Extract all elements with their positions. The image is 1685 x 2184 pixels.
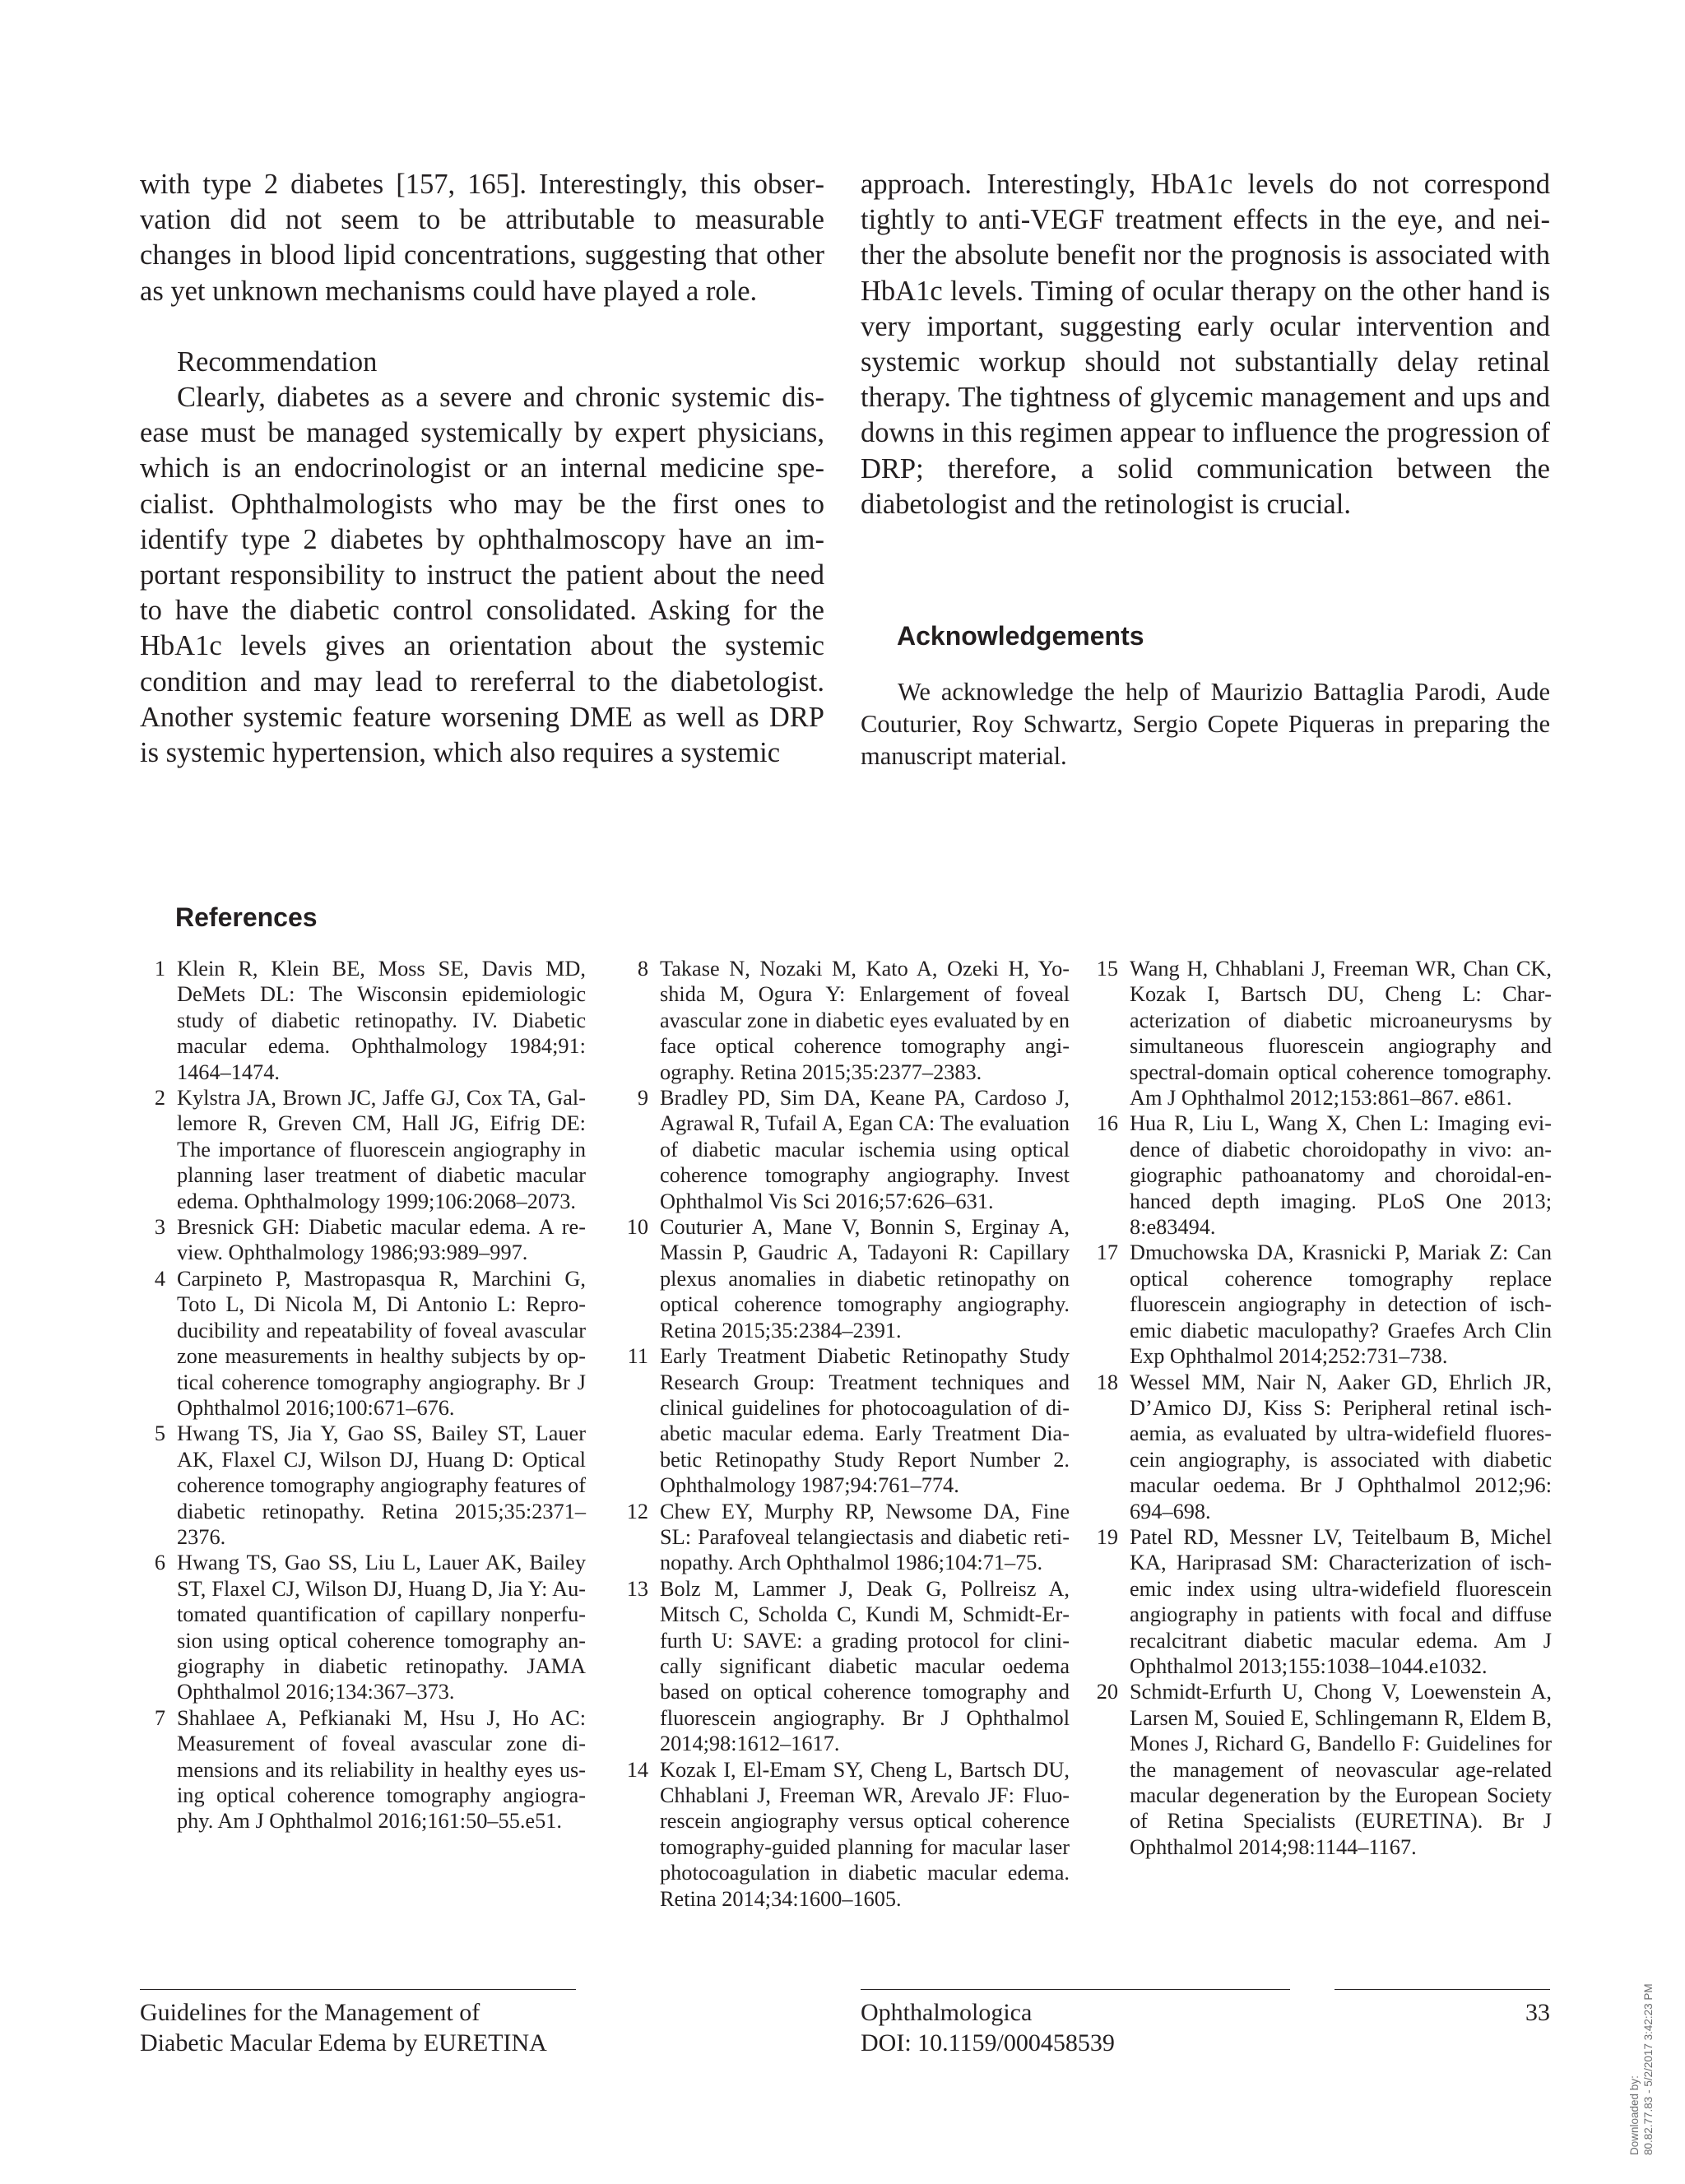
- reference-number: 5: [154, 1421, 165, 1446]
- references-column-1: [144, 956, 586, 1834]
- reference-number: 19: [1096, 1524, 1118, 1549]
- reference-item: [144, 1214, 586, 1266]
- reference-number: 8: [637, 957, 648, 981]
- reference-item: [1089, 1240, 1552, 1369]
- references-heading: References: [175, 902, 318, 932]
- reference-number: 18: [1096, 1370, 1118, 1394]
- reference-text: Hua R, Liu L, Wang X, Chen L: Imaging evidence of diabetic choroidopathy in vivo: angiographic pathoanatomy and choroidal-enhanced depth imaging. PLoS One 2013; 8:e83494.: [1130, 1111, 1552, 1240]
- references-column-2: [619, 956, 1070, 1912]
- reference-text: Couturier A, Mane V, Bonnin S, Erginay A, Massin P, Gaudric A, Tadayoni R: Capillary plexus anomalies in diabetic retinopathy on optical coherence tomography angiography. Retina 2015;35:2384–2391.: [660, 1215, 1070, 1342]
- footer-title-line: Diabetic Macular Edema by EURETINA: [140, 2029, 547, 2056]
- reference-item: [619, 1085, 1070, 1214]
- reference-text: Klein R, Klein BE, Moss SE, Davis MD, DeMets DL: The Wisconsin epidemiologic study of diabetic retinopathy. IV. Diabetic macular edema. Ophthalmology 1984;91: 1464–1474.: [177, 957, 586, 1084]
- reference-text: Schmidt-Erfurth U, Chong V, Loewenstein A, Larsen M, Souied E, Schlingemann R, Eldem B, Mones J, Richard G, Bandello F: Guidelines for the management of neovascular age-related macular degeneration by the European Society of Retina Specialists (EURETINA). Br J Ophthalmol 2014;98:1144–1167.: [1130, 1680, 1552, 1859]
- references-column-3: [1089, 956, 1552, 1860]
- reference-number: 1: [154, 957, 165, 981]
- reference-text: Kozak I, El-Emam SY, Cheng L, Bartsch DU, Chhablani J, Freeman WR, Arevalo JF: Fluorescein angiography versus optical coherence tomography-guided planning for macular laser photocoagulation in diabetic macular edema. Retina 2014;34:1600–1605.: [660, 1757, 1070, 1911]
- footer-rule-left: [140, 1989, 576, 1990]
- reference-item: [144, 1266, 586, 1421]
- reference-number: 9: [637, 1086, 648, 1111]
- reference-text: Carpineto P, Mastropasqua R, Marchini G, Toto L, Di Nicola M, Di Antonio L: Reproducibility and repeatability of foveal avascular zone measurements in healthy subjects by optical coherence tomography angiography. Br J Ophthalmol 2016;100:671–676.: [177, 1266, 586, 1420]
- footer-rule-middle: [861, 1989, 1290, 1990]
- body-column-right: [861, 167, 1550, 522]
- body-paragraph: Clearly, diabetes as a severe and chronic systemic disease must be managed systemically by expert physicians, which is an endocrinologist or an internal medicine specialist. Ophthalmologists who may be the first ones to identify type 2 diabetes by ophthalmoscopy have an important responsibility to instruct the patient about the need to have the diabetic control consolidated. Asking for the HbA1c levels gives an orientation about the systemic condition and may lead to rereferral to the diabetologist. Another systemic feature worsening DME as well as DRP is systemic hypertension, which also requires a systemic: [140, 382, 824, 769]
- reference-text: Wang H, Chhablani J, Freeman WR, Chan CK, Kozak I, Bartsch DU, Cheng L: Characterization of diabetic microaneurysms by simultaneous fluorescein angiography and spectral-domain optical coherence tomography. Am J Ophthalmol 2012;153:861–867. e861.: [1130, 957, 1552, 1111]
- reference-text: Takase N, Nozaki M, Kato A, Ozeki H, Yoshida M, Ogura Y: Enlargement of foveal avascular zone in diabetic eyes evaluated by en face optical coherence tomography angiography. Retina 2015;35:2377–2383.: [660, 957, 1070, 1084]
- reference-text: Early Treatment Diabetic Retinopathy Study Research Group: Treatment techniques and clinical guidelines for photocoagulation of diabetic macular edema. Early Treatment Diabetic Retinopathy Study Report Number 2. Ophthalmology 1987;94:761–774.: [660, 1344, 1070, 1498]
- reference-number: 4: [154, 1266, 165, 1291]
- reference-item: [1089, 1111, 1552, 1240]
- reference-number: 13: [626, 1576, 648, 1601]
- download-stamp-line: Downloaded by:: [1628, 2075, 1641, 2155]
- acknowledgements-text: We acknowledge the help of Maurizio Battaglia Parodi, Aude Couturier, Roy Schwartz, Sergio Copete Piqueras in preparing the manuscript material.: [861, 678, 1550, 770]
- reference-number: 12: [626, 1499, 648, 1523]
- reference-number: 20: [1096, 1680, 1118, 1704]
- reference-item: [144, 1705, 586, 1834]
- footer-journal-info: [861, 1997, 1288, 2058]
- reference-text: Bolz M, Lammer J, Deak G, Pollreisz A, Mitsch C, Scholda C, Kundi M, Schmidt-Erfurth U: SAVE: a grading protocol for clinically significant diabetic macular oedema based on optical coherence tomography and fluorescein angiography. Br J Ophthalmol 2014;98:1612–1617.: [660, 1576, 1070, 1756]
- reference-text: Bradley PD, Sim DA, Keane PA, Cardoso J, Agrawal R, Tufail A, Egan CA: The evaluation of diabetic macular ischemia using optical coherence tomography angiography. Invest Ophthalmol Vis Sci 2016;57:626–631.: [660, 1086, 1070, 1213]
- reference-text: Dmuchowska DA, Krasnicki P, Mariak Z: Can optical coherence tomography replace fluorescein angiography in detection of ischemic diabetic maculopathy? Graefes Arch Clin Exp Ophthalmol 2014;252:731–738.: [1130, 1240, 1552, 1369]
- reference-item: [619, 956, 1070, 1085]
- doi: DOI: 10.1159/000458539: [861, 2029, 1115, 2056]
- reference-text: Shahlaee A, Pefkianaki M, Hsu J, Ho AC: Measurement of foveal avascular zone dimensions and its reliability in healthy eyes using optical coherence tomography angiography. Am J Ophthalmol 2016;161:50–55.e51.: [177, 1705, 586, 1834]
- reference-item: [619, 1757, 1070, 1912]
- reference-number: 17: [1096, 1240, 1118, 1265]
- reference-number: 7: [154, 1705, 165, 1730]
- reference-text: Chew EY, Murphy RP, Newsome DA, Fine SL: Parafoveal telangiectasis and diabetic retinopathy. Arch Ophthalmol 1986;104:71–75.: [660, 1499, 1070, 1575]
- reference-text: Hwang TS, Jia Y, Gao SS, Bailey ST, Lauer AK, Flaxel CJ, Wilson DJ, Huang D: Optical coherence tomography angiography features of diabetic retinopathy. Retina 2015;35:2371– 2376.: [177, 1421, 586, 1549]
- download-stamp-line: 80.82.77.83 - 5/2/2017 3:42:23 PM: [1642, 1983, 1655, 2155]
- body-paragraph: approach. Interestingly, HbA1c levels do not correspond tightly to anti-VEGF treatment effects in the eye, and neither the absolute benefit nor the prognosis is associated with HbA1c levels. Timing of ocular therapy on the other hand is very important, suggesting early ocular intervention and systemic workup should not substantially delay retinal therapy. The tightness of glycemic management and ups and downs in this regimen appear to influence the progression of DRP; therefore, a solid communication between the diabetologist and the retinologist is crucial.: [861, 169, 1550, 520]
- reference-item: [1089, 1370, 1552, 1524]
- reference-number: 11: [627, 1344, 648, 1369]
- reference-text: Wessel MM, Nair N, Aaker GD, Ehrlich JR, D’Amico DJ, Kiss S: Peripheral retinal ischaemia, as evaluated by ultra-widefield fluorescein angiography, is associated with diabetic macular oedema. Br J Ophthalmol 2012;96: 694–698.: [1130, 1370, 1552, 1523]
- reference-item: [619, 1214, 1070, 1343]
- recommendation-label: Recommendation: [177, 345, 378, 378]
- reference-number: 2: [154, 1086, 165, 1111]
- reference-item: [144, 1085, 586, 1214]
- reference-item: [619, 1343, 1070, 1498]
- reference-item: [144, 1550, 586, 1704]
- footer-running-title: [140, 1997, 650, 2058]
- reference-text: Patel RD, Messner LV, Teitelbaum B, Michel KA, Hariprasad SM: Characterization of ischemic index using ultra-widefield fluorescein angiography in patients with focal and diffuse recalcitrant diabetic macular edema. Am J Ophthalmol 2013;155:1038–1044.e1032.: [1130, 1524, 1552, 1678]
- reference-number: 10: [626, 1215, 648, 1240]
- body-column-left: [140, 167, 824, 771]
- reference-number: 14: [626, 1757, 648, 1782]
- acknowledgements-heading: Acknowledgements: [897, 621, 1144, 651]
- reference-item: [1089, 1679, 1552, 1860]
- page-number: 33: [1525, 1999, 1550, 2026]
- reference-text: Bresnick GH: Diabetic macular edema. A review. Ophthalmology 1986;93:989–997.: [177, 1215, 586, 1265]
- reference-item: [1089, 956, 1552, 1111]
- reference-item: [1089, 1524, 1552, 1679]
- reference-number: 6: [154, 1551, 165, 1575]
- reference-text: Hwang TS, Gao SS, Liu L, Lauer AK, Bailey ST, Flaxel CJ, Wilson DJ, Huang D, Jia Y: Automated quantification of capillary nonperfusion using optical coherence tomography angiography in diabetic retinopathy. JAMA Ophthalmol 2016;134:367–373.: [177, 1551, 586, 1704]
- reference-item: [619, 1499, 1070, 1576]
- reference-text: Kylstra JA, Brown JC, Jaffe GJ, Cox TA, Gallemore R, Greven CM, Hall JG, Eifrig DE: The importance of fluorescein angiography in planning laser treatment of diabetic macular edema. Ophthalmology 1999;106:2068–2073.: [177, 1086, 586, 1213]
- footer-title-line: Guidelines for the Management of: [140, 1999, 480, 2026]
- reference-number: 16: [1096, 1111, 1118, 1136]
- reference-item: [144, 1421, 586, 1550]
- reference-item: [619, 1576, 1070, 1757]
- reference-number: 15: [1096, 957, 1118, 981]
- download-stamp: [1627, 1983, 1655, 2155]
- reference-item: [144, 956, 586, 1085]
- body-paragraph: with type 2 diabetes [157, 165]. Interestingly, this observation did not seem to be attributable to measurable changes in blood lipid concentrations, suggesting that other as yet unknown mechanisms could have played a role.: [140, 169, 824, 307]
- reference-number: 3: [154, 1215, 165, 1240]
- journal-name: Ophthalmologica: [861, 1999, 1033, 2026]
- footer-rule-right: [1335, 1989, 1550, 1990]
